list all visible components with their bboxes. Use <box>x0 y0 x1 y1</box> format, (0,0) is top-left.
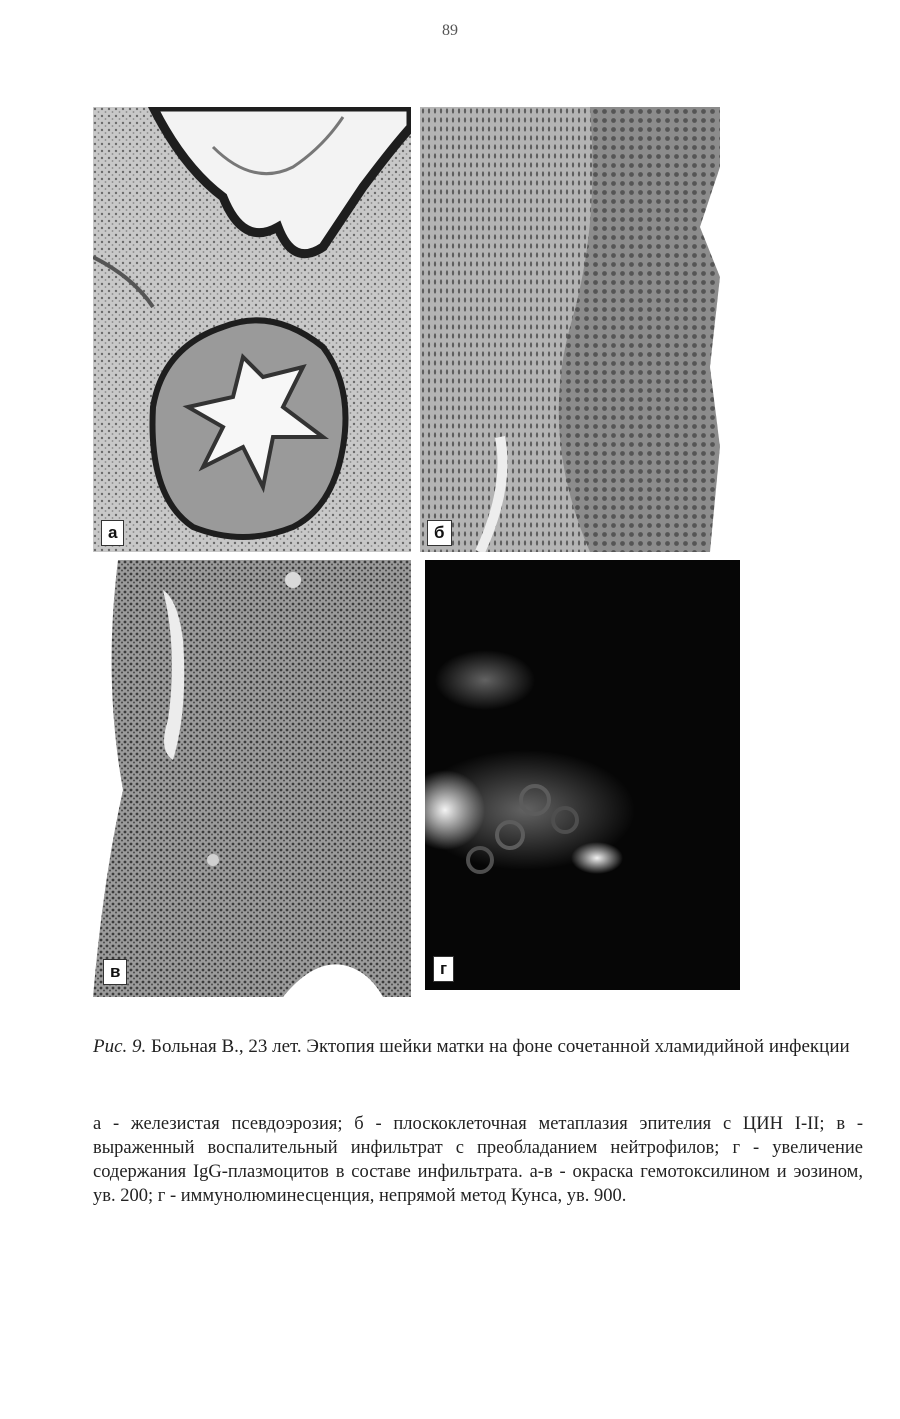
panel-label-d: г <box>433 956 454 982</box>
micrograph-panel-a <box>93 107 411 552</box>
micrograph-panel-b <box>420 107 740 552</box>
figure-reference: Рис. 9. <box>93 1036 147 1057</box>
micrograph-d-image <box>425 560 740 990</box>
page-number: 89 <box>442 22 458 39</box>
panel-label-c: в <box>103 959 127 985</box>
micrograph-panel-c <box>93 560 411 997</box>
micrograph-panel-d <box>425 560 740 990</box>
figure-description: а - железистая псевдоэрозия; б - плоскоклеточная метаплазия эпителия с ЦИН I-II; в - выраженный воспалительный инфильтрат с преобладанием нейтрофилов; г - увеличение содержания IgG-плазмоцитов в составе инфильтрата. а-в - окраска гемотоксилином и эозином, ув. 200; г - иммунолюминесценция, непрямой метод Кунса, ув. 900. <box>93 1114 863 1206</box>
micrograph-b-image <box>420 107 740 552</box>
panel-label-b: б <box>427 520 452 546</box>
micrograph-c-image <box>93 560 411 997</box>
micrograph-a-image <box>93 107 411 552</box>
figure-caption-text: Больная В., 23 лет. Эктопия шейки матки на фоне сочетанной хламидийной инфекции <box>151 1036 850 1057</box>
panel-label-a: а <box>101 520 124 546</box>
figure-caption <box>93 1035 863 1059</box>
